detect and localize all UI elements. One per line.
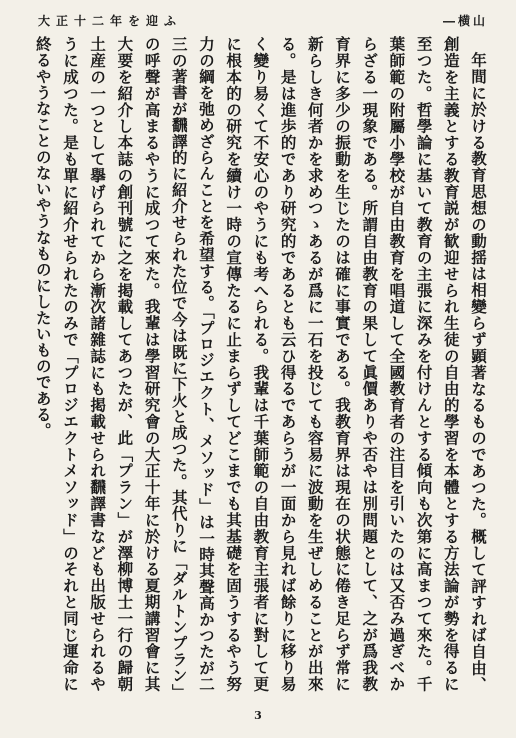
running-head-author: ―横山 bbox=[442, 13, 488, 28]
running-head bbox=[38, 10, 488, 30]
body-paragraph: 年間に於ける教育思想の動揺は相變らず顕著なるものであつた。概して評すれば自由、創造を主義とする教育説が歓迎せられ生徒の自由的學習を本體とする方法論が勢を得るに至つた。哲學論に基いて教育の主張に深みを付けんとする傾向も次第に高まつて來た。千葉師範の附屬小學校が自由教育を唱道して全國教育者の注目を引いたのは又否み過ぎべからざる一現象である。所謂自由教育の果して眞價ありや否やは別問題として、之が爲我教育界に多少の振動を生じたのは確に事實である。我教育界は現在の状態に倦き足らず常に新らしき何者かを求めつゝあるが爲に一石を投じても容易に波動を生ぜしめることが出來る。是は進歩的であり研究的であるとも云ひ得るであらうが一面から見れば餘りに移り易く變り易くて不安心のやうにも考へられる。我輩は千葉師範の自由教育主張者に對して更に根本的の研究を續け一時の宣傳たるに止まらずしてどこまでも其基礎を固うするやう努力の綱を弛めざらんことを希望する。「プロジエクト、メソッド」は一時其聲高かつたが二三の著書が飜譯的に紹介せられた位で今は既に下火と成つた。其代りに「ダルトンプラン」の呼聲が高まるやうに成つて來た。我輩は學習研究會の大正十年に於ける夏期講習會に其大要を紹介し本誌の創刊號に之を掲載してあつたが、此「プラン」が澤柳博士一行の歸朝土産の一つとして擧げられてから漸次諸雜誌にも掲載せられ飜譯書なども出版せられるやうに成つた。是も單に紹介せられたのみで「プロジエクトメソッド」のそれと同じ運命に終るやうなことのないやうなものにしたいものである。 bbox=[33, 36, 488, 692]
running-head-era: 大正十二年を迎ふ bbox=[38, 13, 183, 28]
vertical-body-text bbox=[22, 36, 492, 692]
page-number: 3 bbox=[254, 709, 262, 722]
